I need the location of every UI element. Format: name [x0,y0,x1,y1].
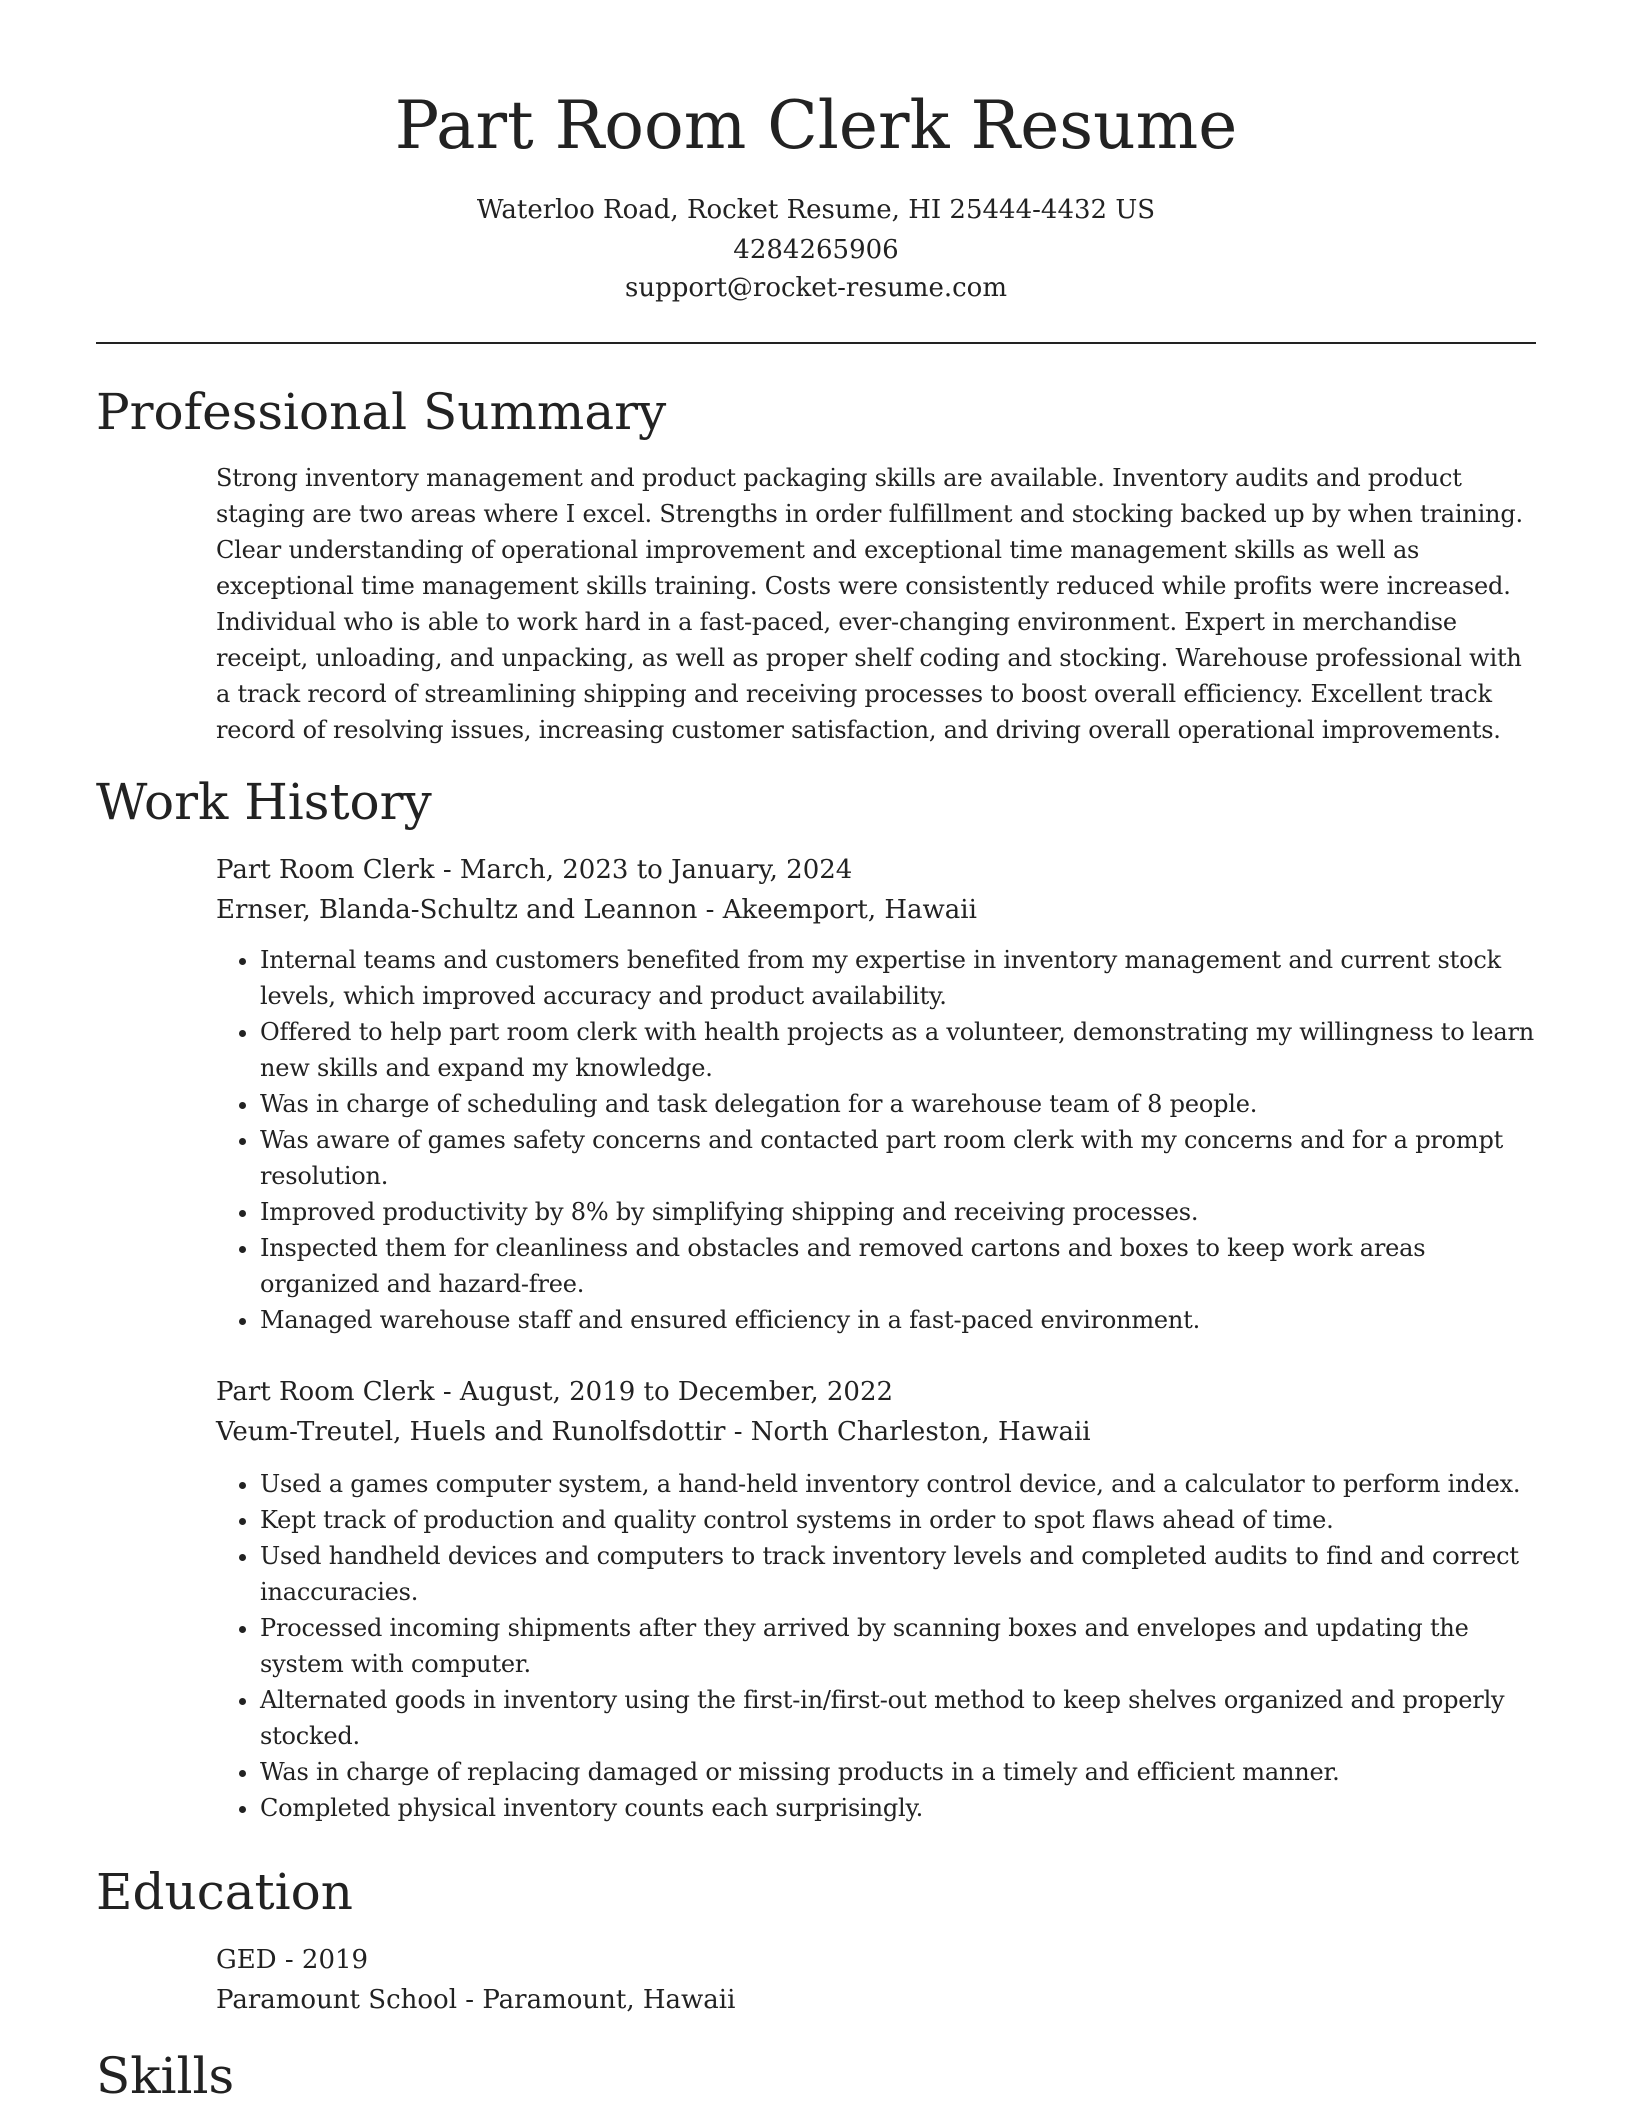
job-location: - North Charleston, Hawaii [725,1417,1091,1447]
job-company-line [216,1412,1536,1452]
job-role: Part Room Clerk [216,855,435,885]
section-title-skills: Skills [96,2047,235,2105]
list-item: • Kept track of production and quality control systems in order to spot flaws ahead of time. [260,1502,1536,1538]
job-role: Part Room Clerk [216,1377,435,1407]
section-title-work: Work History [96,773,432,831]
summary-text: Strong inventory management and product packaging skills are available. Inventory audits and product staging are two areas where I excel. Strengths in order fulfillment and stocking backed up by when training. Clear understanding of operational improvement and exceptional time management skills as well as exceptional time management skills training. Costs were consistently reduced while profits were increased. Individual who is able to work hard in a fast-paced, ever-changing environment. Expert in merchandise receipt, unloading, and unpacking, as well as proper shelf coding and stocking. Warehouse professional with a track record of streamlining shipping and receiving processes to boost overall efficiency. Excellent track record of resolving issues, increasing customer satisfaction, and driving overall operational improvements. [216,464,1523,744]
job-company-line [216,890,1536,930]
list-item: • Internal teams and customers benefited from my expertise in inventory management and current stock levels, which improved accuracy and product availability. [260,942,1536,1014]
job-bullets [216,1466,1536,1826]
contact-address: Waterloo Road, Rocket Resume, HI 25444-4432 US [476,195,1156,225]
header-divider [96,342,1536,344]
job-bullets [216,942,1536,1338]
list-item: • Used handheld devices and computers to track inventory levels and completed audits to find and correct inaccuracies. [260,1538,1536,1610]
list-item: • Improved productivity by 8% by simplifying shipping and receiving processes. [260,1194,1536,1230]
list-item: • Inspected them for cleanliness and obstacles and removed cartons and boxes to keep work areas organized and hazard-free. [260,1230,1536,1302]
education-school-line [216,1980,1536,2020]
list-item: • Managed warehouse staff and ensured efficiency in a fast-paced environment. [260,1302,1536,1338]
resume-title: Part Room Clerk Resume [394,87,1238,164]
job-entry-2 [216,1372,1536,1826]
job-dates: - August, 2019 to December, 2022 [434,1377,894,1407]
education-degree: GED [216,1945,277,1975]
contact-phone: 4284265906 [733,235,899,265]
job-title-line [216,850,1536,890]
job-company: Ernser, Blanda-Schultz and Leannon [216,895,698,925]
contact-email: support@rocket-resume.com [624,273,1007,303]
list-item: • Was in charge of scheduling and task delegation for a warehouse team of 8 people. [260,1086,1536,1122]
section-title-education: Education [96,1863,353,1921]
education-entry [216,1940,1536,2020]
job-dates: - March, 2023 to January, 2024 [434,855,853,885]
list-item: • Offered to help part room clerk with health projects as a volunteer, demonstrating my willingness to learn new skills and expand my knowledge. [260,1014,1536,1086]
list-item: • Used a games computer system, a hand-held inventory control device, and a calculator to perform index. [260,1466,1536,1502]
job-title-line [216,1372,1536,1412]
education-year: - 2019 [276,1945,369,1975]
education-school: Paramount School [216,1985,458,2015]
list-item: • Was aware of games safety concerns and contacted part room clerk with my concerns and for a prompt resolution. [260,1122,1536,1194]
education-location: - Paramount, Hawaii [457,1985,736,2015]
list-item: • Processed incoming shipments after they arrived by scanning boxes and envelopes and updating the system with computer. [260,1610,1536,1682]
job-company: Veum-Treutel, Huels and Runolfsdottir [216,1417,726,1447]
list-item: • Alternated goods in inventory using the first-in/first-out method to keep shelves organized and properly stocked. [260,1682,1536,1754]
job-entry-1 [216,850,1536,1338]
summary-block [216,460,1536,748]
list-item: • Completed physical inventory counts each surprisingly. [260,1790,1536,1826]
job-location: - Akeemport, Hawaii [697,895,977,925]
education-degree-line [216,1940,1536,1980]
list-item: • Was in charge of replacing damaged or missing products in a timely and efficient manner. [260,1754,1536,1790]
section-title-summary: Professional Summary [96,383,667,441]
